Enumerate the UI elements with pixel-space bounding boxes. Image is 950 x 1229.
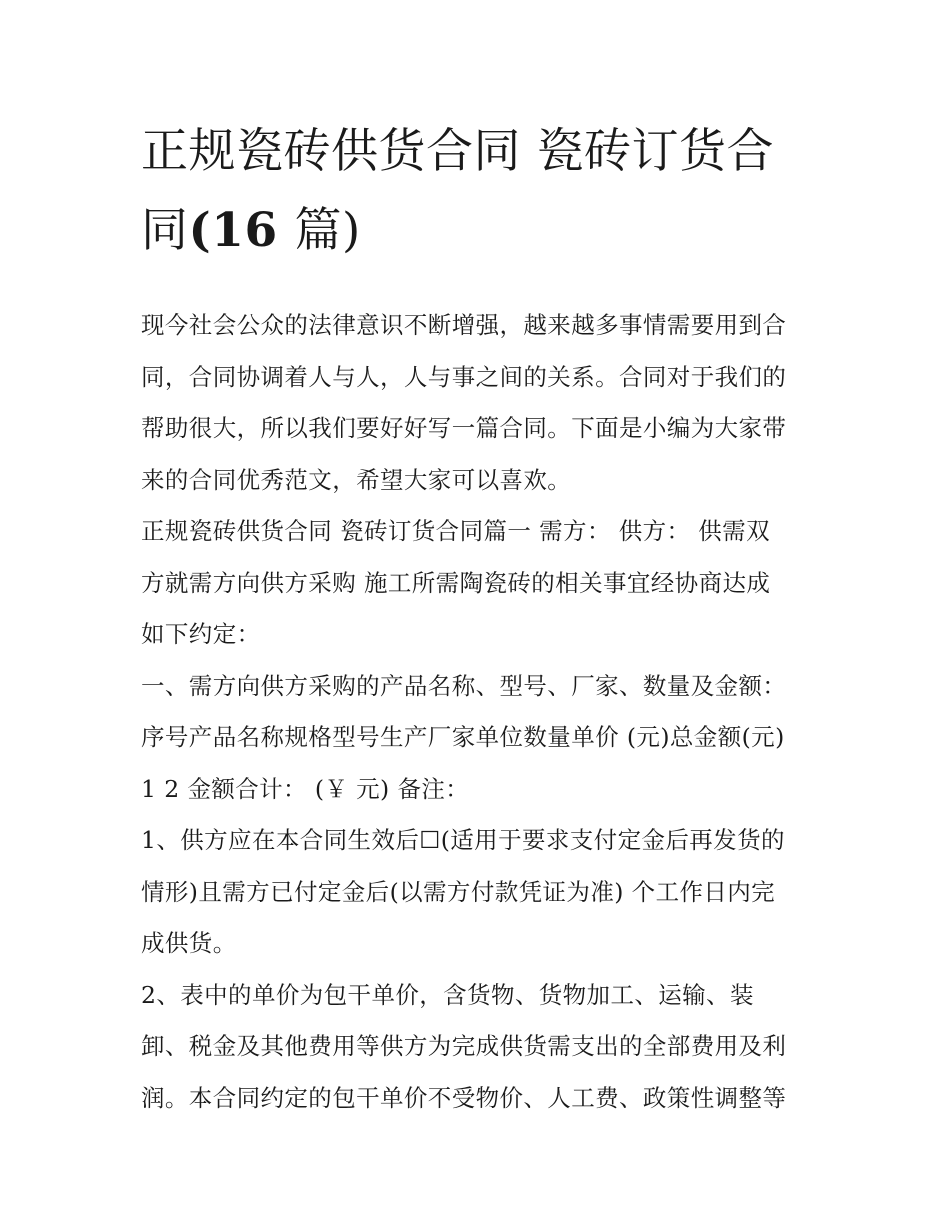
body-line: 来的合同优秀范文，希望大家可以喜欢。 — [141, 465, 572, 494]
body-line: 帮助很大，所以我们要好好写一篇合同。下面是小编为大家带 — [141, 414, 787, 442]
body-line: 1、供方应在本合同生效后☐(适用于要求支付定金后再发货的 — [141, 826, 785, 854]
body-line: 1 2 金额合计： (￥ 元) 备注： — [141, 774, 470, 803]
body-line: 如下约定： — [141, 620, 261, 648]
body-line: 序号产品名称规格型号生产厂家单位数量单价 (元)总金额(元) — [141, 723, 785, 751]
body-line: 同，合同协调着人与人，人与事之间的关系。合同对于我们的 — [141, 362, 787, 391]
title-line-2-suffix: 篇) — [294, 203, 361, 258]
document-body — [141, 300, 821, 1124]
body-line: 2、表中的单价为包干单价，含货物、货物加工、运输、装 — [141, 980, 754, 1009]
body-line: 卸、税金及其他费用等供方为完成供货需支出的全部费用及利 — [141, 1032, 787, 1060]
title-count: (16 — [188, 203, 295, 258]
document-page — [141, 112, 821, 1124]
title-line-1: 正规瓷砖供货合同 瓷砖订货合 — [141, 124, 774, 179]
body-line: 方就需方向供方采购 施工所需陶瓷砖的相关事宜经协商达成 — [141, 568, 771, 597]
body-line: 情形)且需方已付定金后(以需方付款凭证为准) 个工作日内完 — [141, 877, 776, 906]
title-line-2-prefix: 同 — [141, 203, 189, 258]
body-line: 一、需方向供方采购的产品名称、型号、厂家、数量及金额： — [141, 671, 787, 700]
body-line: 正规瓷砖供货合同 瓷砖订货合同篇一 需方： 供方： 供需双 — [141, 517, 770, 545]
body-line: 润。本合同约定的包干单价不受物价、人工费、政策性调整等 — [141, 1083, 787, 1112]
title-line-2 — [141, 191, 821, 270]
body-line: 成供货。 — [141, 929, 237, 957]
body-line: 现今社会公众的法律意识不断增强，越来越多事情需要用到合 — [141, 311, 787, 339]
document-title — [141, 112, 821, 270]
